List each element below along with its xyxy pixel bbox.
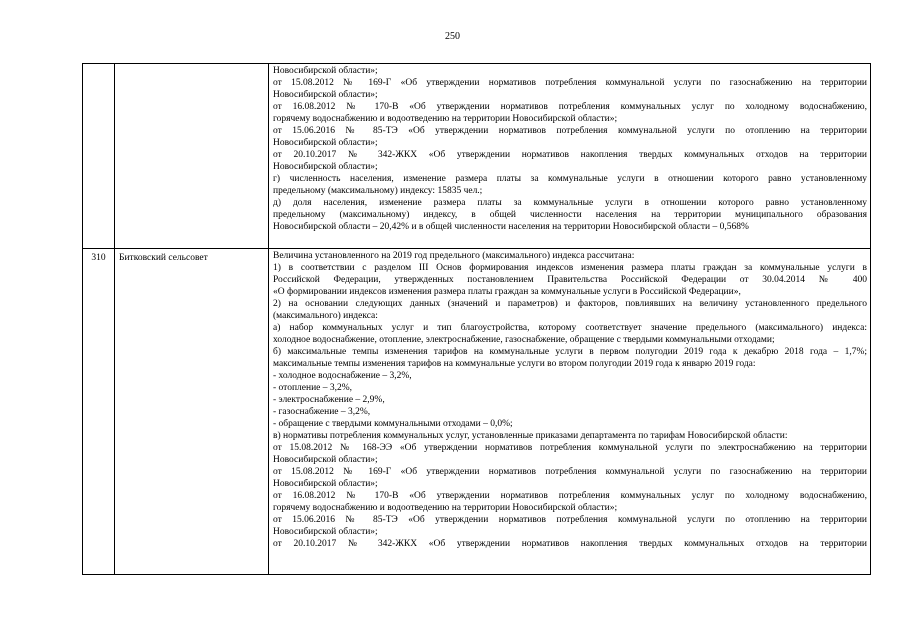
- description-lines: [273, 65, 867, 233]
- text-line: от 15.08.2012 № 168-ЭЭ «Об утверждении нормативов потребления коммунальной услуги по электроснабжению на территории: [273, 443, 867, 453]
- description-cell: [269, 64, 871, 249]
- table-row: [83, 64, 871, 249]
- text-line: от 16.08.2012 № 170-В «Об утверждении нормативов потребления коммунальных услуг по холодному водоснабжению,: [273, 491, 867, 501]
- text-line: г) численность населения, изменение размера платы за коммунальные услуги в отношении которого равно установленному: [273, 174, 867, 184]
- text-line: Величина установленного на 2019 год предельного (максимального) индекса рассчитана:: [273, 251, 635, 261]
- text-line: Новосибирской области»;: [273, 527, 378, 537]
- row-number-cell: [83, 64, 115, 249]
- document-table: [82, 63, 871, 575]
- text-line: максимальные темпы изменения тарифов на коммунальные услуги во втором полугодии 2019 года к январю 2019 года:: [273, 359, 756, 369]
- text-line: Новосибирской области – 20,42% и в общей численности населения на территории Новосибирской области – 0,568%: [273, 222, 749, 232]
- text-line: в) нормативы потребления коммунальных услуг, установленные приказами департамента по тарифам Новосибирской области:: [273, 431, 788, 441]
- text-line: д) доля населения, изменение размера платы за коммунальные услуги в отношении которого равно установленному: [273, 198, 867, 208]
- text-line: Новосибирской области»;: [273, 66, 378, 76]
- text-line: от 15.06.2016 № 85-ТЭ «Об утверждении нормативов потребления коммунальной услуги по отоплению на территории: [273, 515, 867, 525]
- text-line: Новосибирской области»;: [273, 455, 378, 465]
- text-line: - холодное водоснабжение – 3,2%,: [273, 371, 412, 381]
- row-number-cell: 310: [83, 249, 115, 575]
- text-line: от 20.10.2017 № 342-ЖКХ «Об утверждении нормативов накопления твердых коммунальных отходов на территории: [273, 539, 867, 549]
- description-cell: [269, 249, 871, 575]
- text-line: от 16.08.2012 № 170-В «Об утверждении нормативов потребления коммунальных услуг по холодному водоснабжению,: [273, 102, 867, 112]
- municipality-name-cell: Битковский сельсовет: [115, 249, 269, 575]
- text-line: предельному (максимальному) индексу: 15835 чел.;: [273, 186, 483, 196]
- text-line: горячему водоснабжению и водоотведению на территории Новосибирской области»;: [273, 503, 618, 513]
- text-line: а) набор коммунальных услуг и тип благоустройства, которому соответствует значение предельного (максимального) индекса:: [273, 323, 867, 333]
- municipality-name-cell: [115, 64, 269, 249]
- text-line: Новосибирской области»;: [273, 162, 378, 172]
- description-lines: [273, 250, 867, 550]
- text-line: (максимального) индекса:: [273, 311, 378, 321]
- text-line: от 15.08.2012 № 169-Г «Об утверждении нормативов потребления коммунальной услуги по газоснабжению на территории: [273, 78, 867, 88]
- text-line: от 20.10.2017 № 342-ЖКХ «Об утверждении нормативов накопления твердых коммунальных отходов на территории: [273, 150, 867, 160]
- text-line: Российской Федерации, утвержденных постановлением Правительства Российской Федерации от 30.04.2014 № 400: [273, 275, 867, 285]
- text-line: - газоснабжение – 3,2%,: [273, 407, 371, 417]
- text-line: Новосибирской области»;: [273, 90, 378, 100]
- text-line: 2) на основании следующих данных (значений и параметров) и факторов, повлиявших на величину установленного предельного: [273, 299, 867, 309]
- text-line: 1) в соответствии с разделом III Основ формирования индексов изменения размера платы граждан за коммунальные услуги в: [273, 263, 867, 273]
- text-line: холодное водоснабжение, отопление, электроснабжение, газоснабжение, обращение с твердыми коммунальными отходами;: [273, 335, 775, 345]
- text-line: Новосибирской области»;: [273, 479, 378, 489]
- text-line: от 15.06.2016 № 85-ТЭ «Об утверждении нормативов потребления коммунальной услуги по отоплению на территории: [273, 126, 867, 136]
- page-number: 250: [445, 31, 460, 42]
- text-line: от 15.08.2012 № 169-Г «Об утверждении нормативов потребления коммунальной услуги по газоснабжению на территории: [273, 467, 867, 477]
- text-line: «О формировании индексов изменения размера платы граждан за коммунальные услуги в Российской Федерации»,: [273, 287, 741, 297]
- text-line: б) максимальные темпы изменения тарифов на коммунальные услуги в первом полугодии 2019 года к декабрю 2018 года – 1,7%;: [273, 347, 867, 357]
- text-line: предельному (максимальному) индексу, в общей численности населения на территории муниципального образования: [273, 210, 867, 220]
- text-line: - отопление – 3,2%,: [273, 383, 353, 393]
- text-line: - электроснабжение – 2,9%,: [273, 395, 385, 405]
- table-row: [83, 249, 871, 575]
- text-line: Новосибирской области»;: [273, 138, 378, 148]
- text-line: - обращение с твердыми коммунальными отходами – 0,0%;: [273, 419, 513, 429]
- text-line: горячему водоснабжению и водоотведению на территории Новосибирской области»;: [273, 114, 618, 124]
